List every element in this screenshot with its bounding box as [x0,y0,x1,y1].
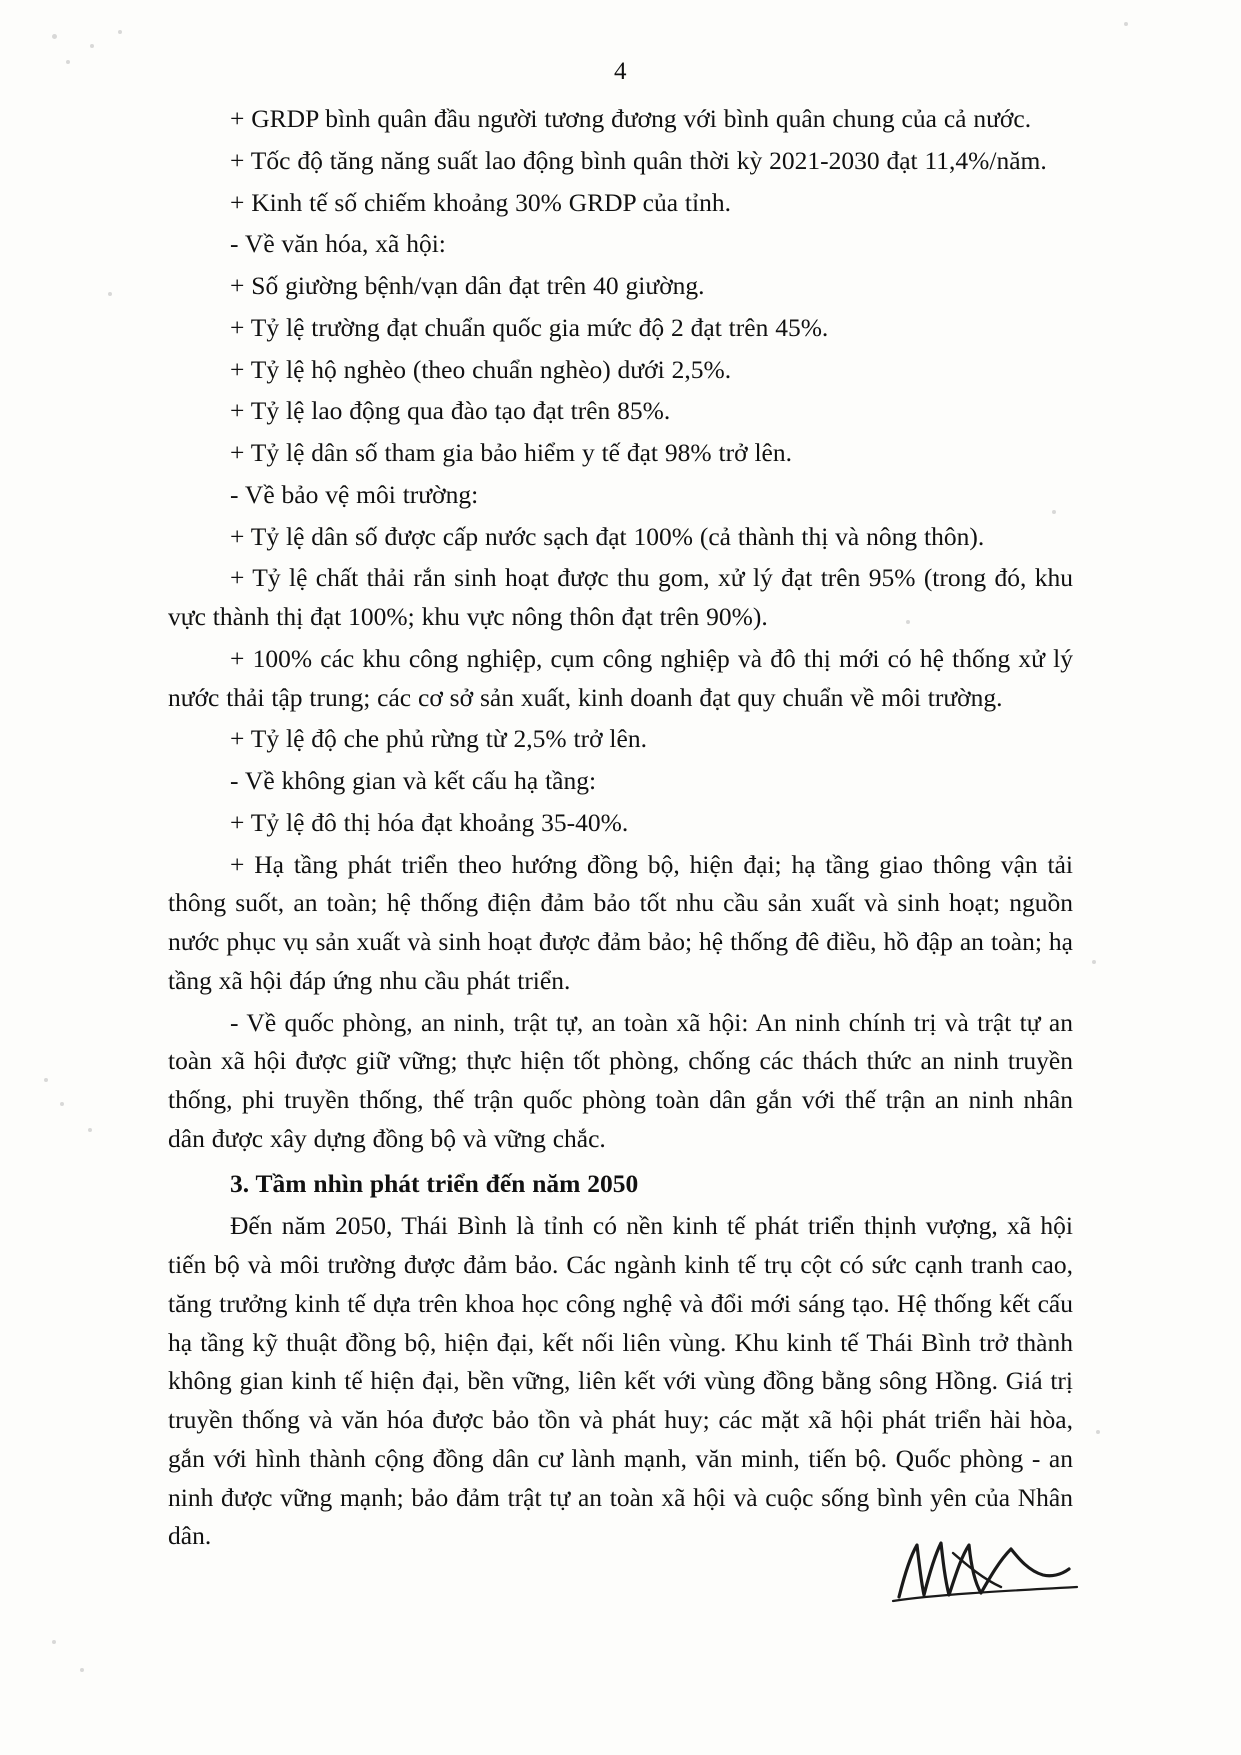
paragraph: + Hạ tầng phát triển theo hướng đồng bộ, hiện đại; hạ tầng giao thông vận tải thông suốt, an toàn; hệ thống điện đảm bảo tốt nhu cầu sản xuất và sinh hoạt; nguồn nước phục vụ sản xuất và sinh hoạt được đảm bảo; hệ thống đê điều, hồ đập an toàn; hạ tầng xã hội đáp ứng nhu cầu phát triển. [168,849,1073,995]
section-heading: 3. Tầm nhìn phát triển đến năm 2050 [230,1168,639,1198]
paragraph: + Số giường bệnh/vạn dân đạt trên 40 giường. [230,271,705,300]
paragraph: + Tỷ lệ độ che phủ rừng từ 2,5% trở lên. [230,724,647,754]
scan-speck [1092,960,1096,964]
page-number: 4 [614,58,627,85]
paragraph: + 100% các khu công nghiệp, cụm công nghiệp và đô thị mới có hệ thống xử lý nước thải tập trung; các cơ sở sản xuất, kinh doanh đạt quy chuẩn về môi trường. [168,643,1073,712]
margin-stamp-text [1153,880,1179,1100]
scan-speck [52,1640,56,1644]
paragraph: - Về không gian và kết cấu hạ tầng: [230,766,597,795]
paragraph: + Tỷ lệ dân số được cấp nước sạch đạt 100% (cả thành thị và nông thôn). [230,521,985,551]
paragraph: - Về văn hóa, xã hội: [230,229,446,259]
paragraph: + Kinh tế số chiếm khoảng 30% GRDP của tỉnh. [230,187,731,217]
paragraph: + Tỷ lệ dân số tham gia bảo hiểm y tế đạt 98% trở lên. [230,438,792,467]
paragraph: + Tỷ lệ trường đạt chuẩn quốc gia mức độ 2 đạt trên 45%. [230,312,829,342]
signature-mark [891,1535,1081,1605]
paragraph: + Tỷ lệ hộ nghèo (theo chuẩn nghèo) dưới 2,5%. [230,354,732,384]
paragraph: Đến năm 2050, Thái Bình là tỉnh có nền kinh tế phát triển thịnh vượng, xã hội tiến bộ và môi trường được đảm bảo. Các ngành kinh tế trụ cột có sức cạnh tranh cao, tăng trưởng kinh tế dựa trên khoa học công nghệ và đổi mới sáng tạo. Hệ thống kết cấu hạ tầng kỹ thuật đồng bộ, hiện đại, kết nối liên vùng. Khu kinh tế Thái Bình trở thành không gian kinh tế hiện đại, bền vững, liên kết với vùng đồng bằng sông Hồng. Giá trị truyền thống và văn hóa được bảo tồn và phát huy; các mặt xã hội phát triển hài hòa, gắn với hình thành cộng đồng dân cư lành mạnh, văn minh, tiến bộ. Quốc phòng - an ninh được vững mạnh; bảo đảm trật tự an toàn xã hội và cuộc sống bình yên của Nhân dân. [168,1211,1073,1551]
scan-speck [88,1128,92,1132]
scan-speck [90,44,94,48]
document-body [168,100,1073,1559]
scan-speck [1096,1430,1100,1434]
paragraph: + Tỷ lệ chất thải rắn sinh hoạt được thu gom, xử lý đạt trên 95% (trong đó, khu vực thành thị đạt 100%; khu vực nông thôn đạt trên 90%). [168,563,1073,631]
scan-speck [118,30,122,34]
paragraph: - Về bảo vệ môi trường: [230,479,479,509]
scan-speck [80,1668,84,1672]
scan-speck [60,1102,64,1106]
scan-speck [108,292,112,296]
scan-speck [52,34,57,39]
paragraph: + GRDP bình quân đầu người tương đương với bình quân chung của cả nước. [230,104,1032,133]
paragraph: + Tỷ lệ đô thị hóa đạt khoảng 35-40%. [230,807,629,837]
scan-speck [1124,22,1128,26]
paragraph: - Về quốc phòng, an ninh, trật tự, an toàn xã hội: An ninh chính trị và trật tự an toàn xã hội được giữ vững; thực hiện tốt phòng, chống các thách thức an ninh truyền thống, phi truyền thống, thế trận quốc phòng toàn dân gắn với thế trận an ninh nhân dân được xây dựng đồng bộ và vững chắc. [168,1007,1073,1153]
scan-speck [44,1078,48,1082]
paragraph: + Tốc độ tăng năng suất lao động bình quân thời kỳ 2021-2030 đạt 11,4%/năm. [230,145,1047,175]
paragraph: + Tỷ lệ lao động qua đào tạo đạt trên 85%. [230,396,671,426]
